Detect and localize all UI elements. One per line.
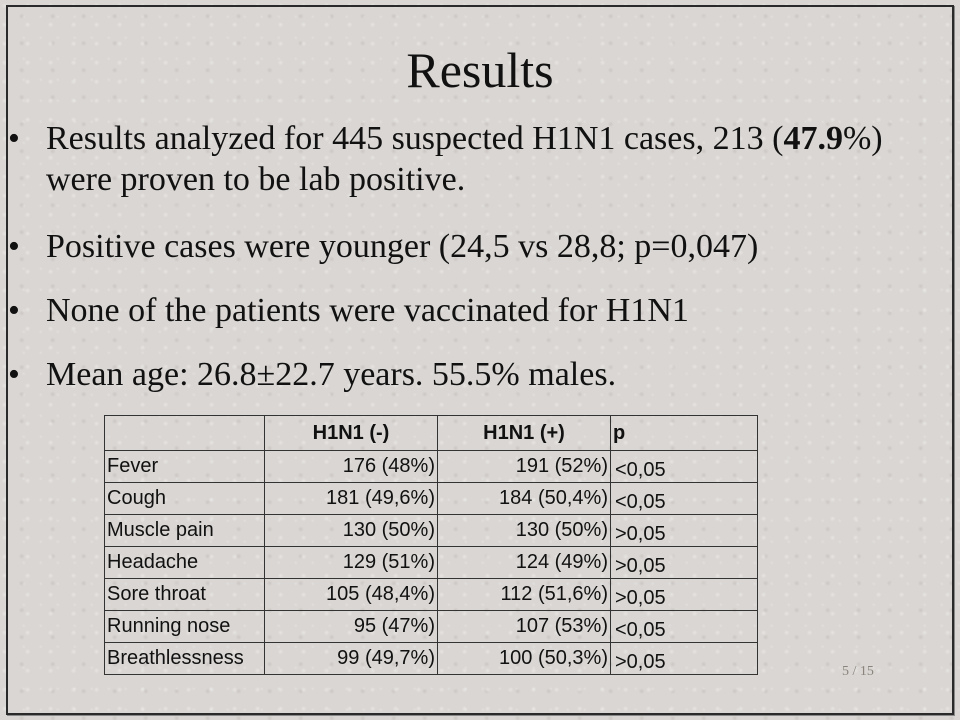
symptom-cell: Fever xyxy=(105,451,265,483)
symptom-cell: Muscle pain xyxy=(105,515,265,547)
negative-cell: 181 (49,6%) xyxy=(265,483,438,515)
page-number xyxy=(842,664,874,680)
p-value-cell: <0,05 xyxy=(611,451,758,483)
positive-cell: 107 (53%) xyxy=(438,611,611,643)
p-value-cell: >0,05 xyxy=(611,515,758,547)
bullet-text-bold: 47.9 xyxy=(783,120,843,157)
negative-cell: 129 (51%) xyxy=(265,547,438,579)
positive-cell: 191 (52%) xyxy=(438,451,611,483)
page-total: / 15 xyxy=(852,664,874,679)
symptom-cell: Running nose xyxy=(105,611,265,643)
bullet-text: Mean age: 26.8±22.7 years. 55.5% males. xyxy=(46,356,617,393)
bullet-text: None of the patients were vaccinated for H1N1 xyxy=(46,292,689,329)
p-value-cell: <0,05 xyxy=(611,611,758,643)
positive-cell: 112 (51,6%) xyxy=(438,579,611,611)
bullet-item xyxy=(8,290,946,331)
table-row xyxy=(105,451,758,483)
table-row xyxy=(105,611,758,643)
bullet-dot-icon: • xyxy=(8,292,20,329)
table-row xyxy=(105,547,758,579)
table-header-empty xyxy=(105,416,265,451)
positive-cell: 130 (50%) xyxy=(438,515,611,547)
negative-cell: 99 (49,7%) xyxy=(265,643,438,675)
table-header-p: p xyxy=(611,416,758,451)
bullet-text-end: %) were proven to be lab positive. xyxy=(46,120,883,198)
positive-cell: 100 (50,3%) xyxy=(438,643,611,675)
symptom-cell: Headache xyxy=(105,547,265,579)
slide-title: Results xyxy=(406,42,554,98)
table-header-positive: H1N1 (+) xyxy=(438,416,611,451)
symptom-cell: Breathlessness xyxy=(105,643,265,675)
table-header-negative: H1N1 (-) xyxy=(265,416,438,451)
bullet-text-start: Results analyzed for 445 suspected H1N1 cases, 213 ( xyxy=(46,120,784,157)
p-value-cell: >0,05 xyxy=(611,579,758,611)
negative-cell: 176 (48%) xyxy=(265,451,438,483)
table-row xyxy=(105,643,758,675)
table-row xyxy=(105,579,758,611)
bullet-dot-icon: • xyxy=(8,120,20,157)
positive-cell: 184 (50,4%) xyxy=(438,483,611,515)
negative-cell: 130 (50%) xyxy=(265,515,438,547)
symptoms-table xyxy=(104,415,758,675)
positive-cell: 124 (49%) xyxy=(438,547,611,579)
symptom-cell: Sore throat xyxy=(105,579,265,611)
bullet-text: Positive cases were younger (24,5 vs 28,8; p=0,047) xyxy=(46,228,759,265)
symptom-cell: Cough xyxy=(105,483,265,515)
bullet-item xyxy=(8,354,946,395)
negative-cell: 105 (48,4%) xyxy=(265,579,438,611)
table-row xyxy=(105,483,758,515)
p-value-cell: >0,05 xyxy=(611,547,758,579)
negative-cell: 95 (47%) xyxy=(265,611,438,643)
page-current: 5 xyxy=(842,664,849,679)
bullet-dot-icon: • xyxy=(8,228,20,265)
table-header-row xyxy=(105,416,758,451)
bullet-item xyxy=(8,118,946,200)
table-row xyxy=(105,515,758,547)
p-value-cell: <0,05 xyxy=(611,483,758,515)
p-value-cell: >0,05 xyxy=(611,643,758,675)
bullet-dot-icon: • xyxy=(8,356,20,393)
bullet-item xyxy=(8,226,946,267)
